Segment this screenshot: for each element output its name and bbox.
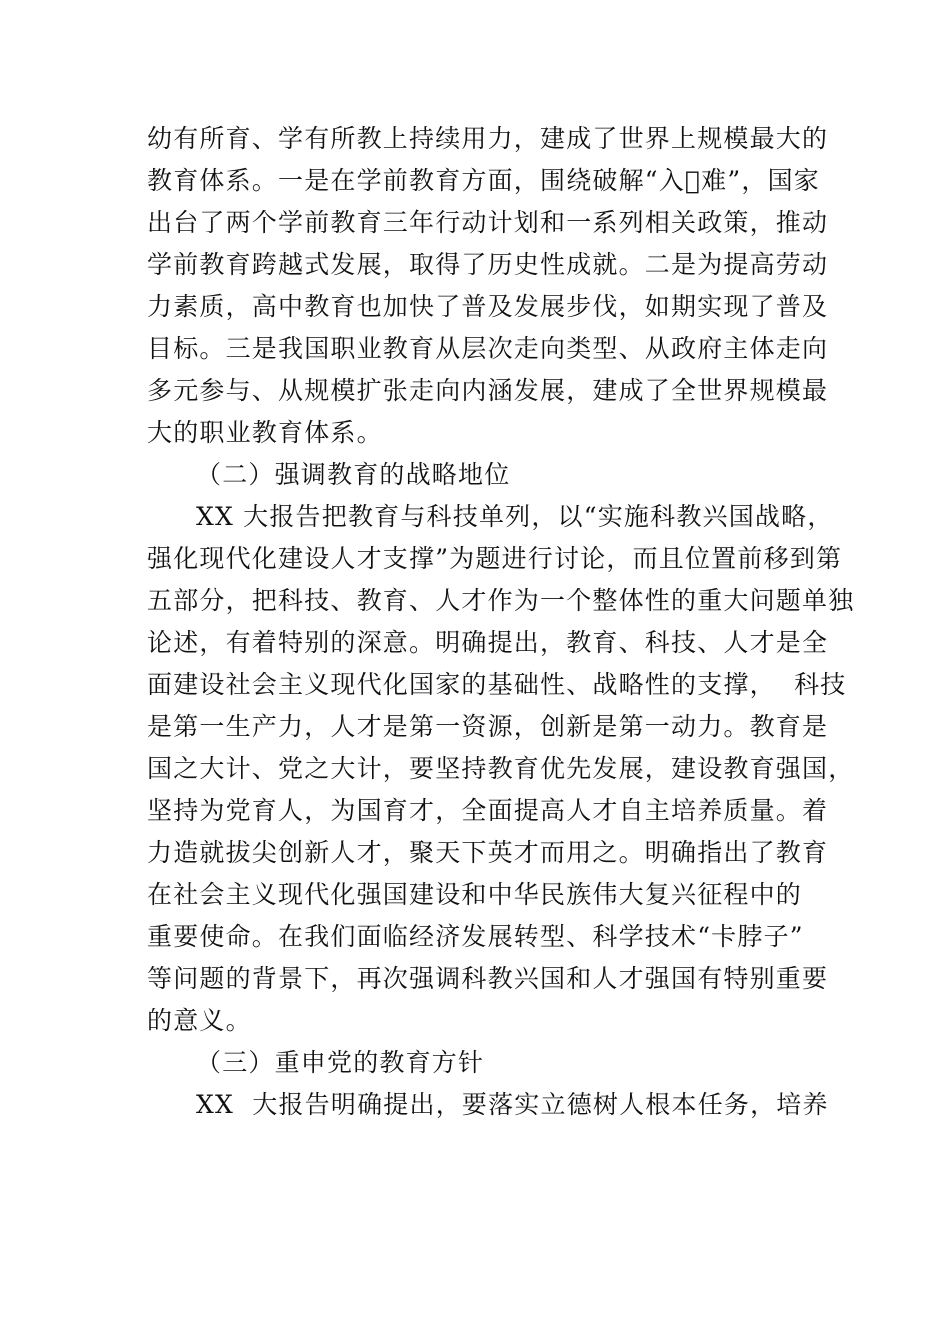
section-heading-2: （二）强调教育的战略地位: [196, 460, 511, 489]
paragraph-1-line-3: 出台了两个学前教育三年行动计划和一系列相关政策，推动: [147, 208, 829, 237]
paragraph-2-line-11: 重要使命。在我们面临经济发展转型、科学技术“卡脖子”: [147, 922, 804, 951]
paragraph-1-line-4: 学前教育跨越式发展，取得了历史性成就。二是为提高劳动: [147, 250, 829, 279]
section-heading-3: （三）重申党的教育方针: [196, 1048, 485, 1077]
paragraph-2-line-4: 论述，有着特别的深意。明确提出，教育、科技、人才是全: [147, 628, 829, 657]
paragraph-2-line-13: 的意义。: [147, 1006, 252, 1035]
paragraph-2-line-9: 力造就拔尖创新人才，聚天下英才而用之。明确指出了教育: [147, 838, 829, 867]
paragraph-1-line-1: 幼有所育、学有所教上持续用力，建成了世界上规模最大的: [147, 124, 829, 153]
paragraph-2-line-12: 等问题的背景下，再次强调科教兴国和人才强国有特别重要: [147, 964, 829, 993]
paragraph-2-line-6: 是第一生产力，人才是第一资源，创新是第一动力。教育是: [147, 712, 829, 741]
paragraph-1-line-5: 力素质，高中教育也加快了普及发展步伐，如期实现了普及: [147, 292, 829, 321]
paragraph-3-line-1: XX 大报告明确提出，要落实立德树人根本任务，培养: [196, 1090, 829, 1119]
paragraph-2-line-2: 强化现代化建设人才支撑”为题进行讨论，而且位置前移到第: [147, 544, 843, 573]
paragraph-2-line-3: 五部分，把科技、教育、人才作为一个整体性的重大问题单独: [147, 586, 855, 615]
paragraph-2-line-7: 国之大计、党之大计，要坚持教育优先发展，建设教育强国，: [147, 754, 855, 783]
paragraph-2-line-1: XX 大报告把教育与科技单列，以“实施科教兴国战略，: [196, 502, 834, 531]
paragraph-2-line-5: 面建设社会主义现代化国家的基础性、战略性的支撑， 科技: [147, 670, 847, 699]
paragraph-1-line-6: 目标。三是我国职业教育从层次走向类型、从政府主体走向: [147, 334, 829, 363]
paragraph-1-line-2: 教育体系。一是在学前教育方面，围绕破解“入𫙅难”，国家: [147, 166, 820, 195]
paragraph-1-line-8: 大的职业教育体系。: [147, 418, 383, 447]
paragraph-2-line-8: 坚持为党育人，为国育才，全面提高人才自主培养质量。着: [147, 796, 829, 825]
paragraph-1-line-7: 多元参与、从规模扩张走向内涵发展，建成了全世界规模最: [147, 376, 829, 405]
paragraph-2-line-10: 在社会主义现代化强国建设和中华民族伟大复兴征程中的: [147, 880, 803, 909]
